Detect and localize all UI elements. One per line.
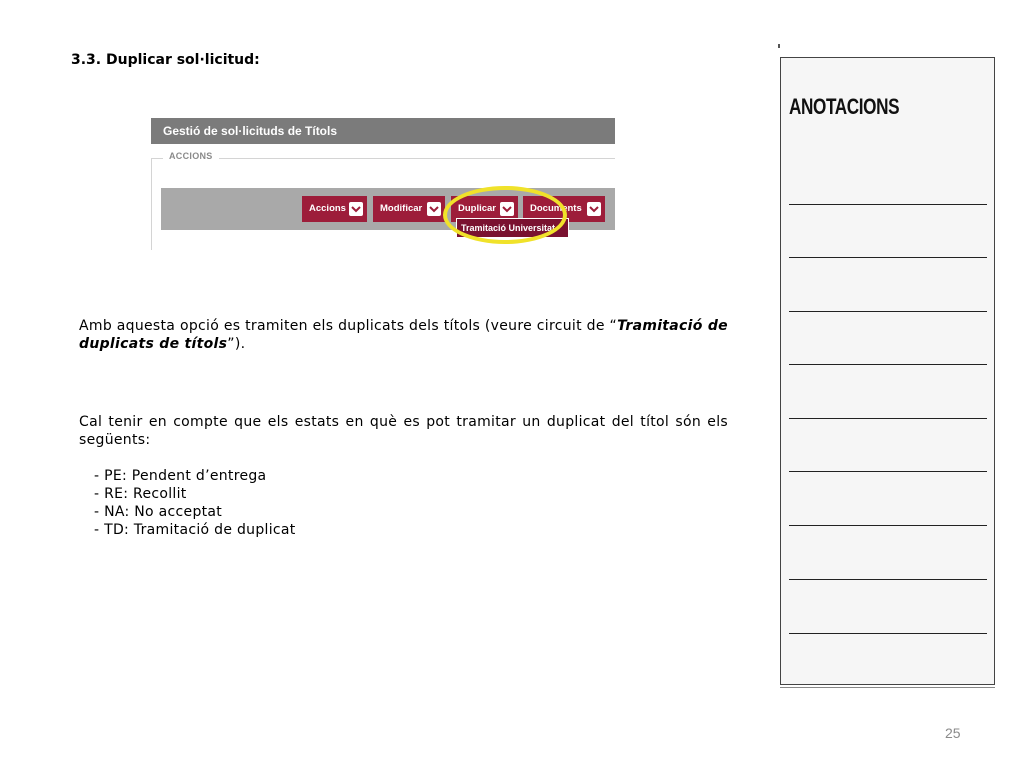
list-item: - PE: Pendent d’entrega	[94, 468, 267, 484]
actions-legend: ACCIONS	[163, 151, 219, 161]
paragraph-duplicates	[79, 317, 728, 353]
section-heading: 3.3. Duplicar sol·licitud:	[71, 52, 260, 68]
modificar-button-label: Modificar	[380, 203, 423, 214]
highlight-circle	[443, 186, 567, 244]
note-line	[789, 311, 987, 312]
screenshot-title: Gestió de sol·licituds de Títols	[151, 118, 615, 144]
note-line	[789, 204, 987, 205]
chevron-down-icon	[587, 202, 601, 216]
paragraph-states: Cal tenir en compte que els estats en què es pot tramitar un duplicat del títol són els següents:	[79, 414, 728, 448]
note-line	[789, 364, 987, 365]
chevron-down-icon	[427, 202, 441, 216]
notes-bottom-rule	[780, 687, 995, 688]
list-item: - NA: No acceptat	[94, 504, 223, 520]
accions-button[interactable]	[302, 196, 367, 222]
list-item: - TD: Tramitació de duplicat	[94, 522, 296, 538]
note-line	[789, 633, 987, 634]
note-line	[789, 579, 987, 580]
note-line	[789, 257, 987, 258]
states-list	[94, 467, 296, 539]
notes-box	[780, 57, 995, 685]
documents-button-label: Documents	[530, 203, 582, 214]
accions-button-label: Accions	[309, 203, 346, 214]
note-line	[789, 471, 987, 472]
circuit-reference: Tramitació de duplicats de títols	[79, 318, 728, 352]
paragraph-text-after: ”).	[227, 336, 246, 352]
chevron-down-icon	[349, 202, 363, 216]
paragraph-text-before: Amb aquesta opció es tramiten els duplicats dels títols (veure circuit de “	[79, 318, 618, 334]
dropdown-item-tramitacio[interactable]: Tramitació Universitat	[456, 218, 569, 238]
modificar-button[interactable]	[373, 196, 445, 222]
page-number: 25	[945, 725, 961, 741]
note-line	[789, 418, 987, 419]
duplicar-button-label: Duplicar	[458, 203, 497, 214]
embedded-screenshot	[151, 118, 615, 250]
note-line	[789, 525, 987, 526]
notes-tick-mark	[778, 44, 780, 48]
list-item: - RE: Recollit	[94, 486, 187, 502]
notes-title: ANOTACIONS	[789, 94, 900, 119]
